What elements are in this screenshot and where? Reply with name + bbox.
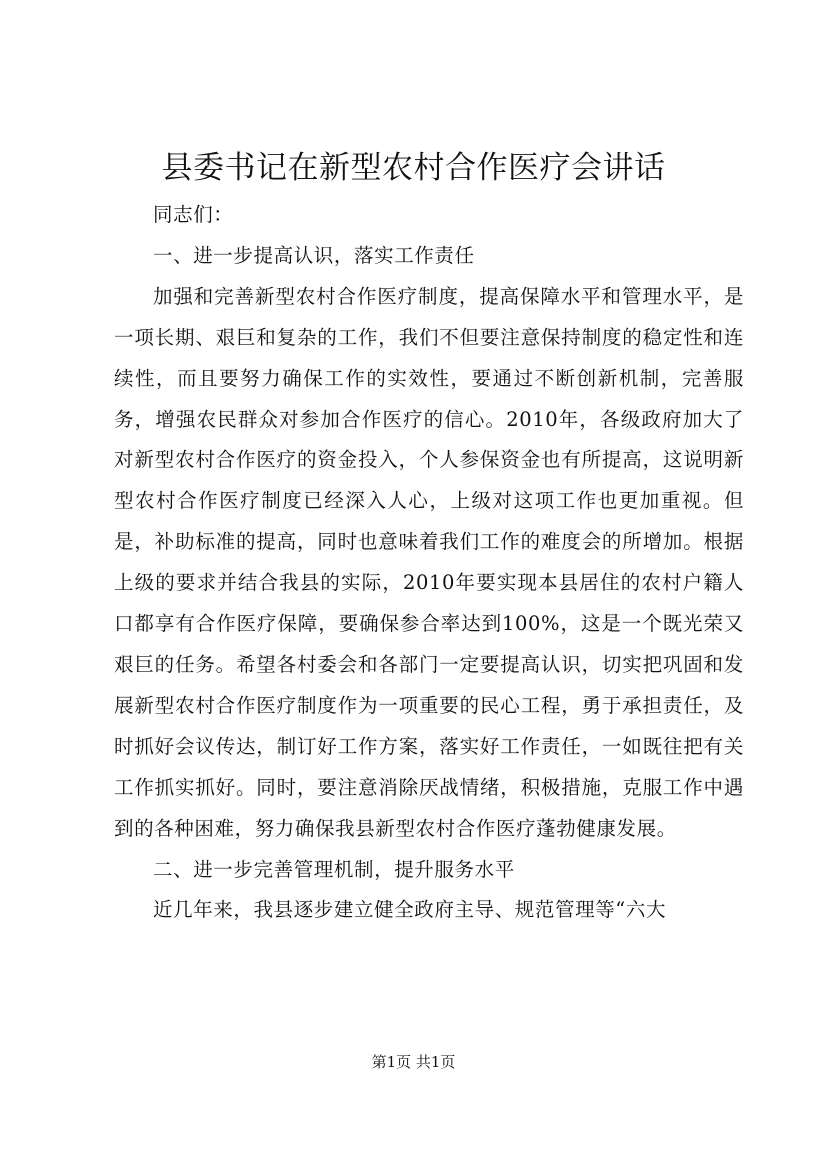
section-heading-2: 二、进一步完善管理机制，提升服务水平 [153,857,515,881]
section-heading-1: 一、进一步提高认识，落实工作责任 [153,243,475,267]
document-title: 县委书记在新型农村合作医疗会讲话 [161,150,666,186]
body-paragraph-2: 近几年来，我县逐步建立健全政府主导、规范管理等“六大 [153,898,667,922]
page-footer: 第1页 共1页 [371,1053,456,1071]
body-paragraph-1: 加强和完善新型农村合作医疗制度，提高保障水平和管理水平，是一项长期、艰巨和复杂的工作，我们不但要注意保持制度的稳定性和连续性，而且要努力确保工作的实效性，要通过不断创新机制，完善服务，增强农民群众对参加合作医疗的信心。2010年，各级政府加大了对新型农村合作医疗的资金投入，个人参保资金也有所提高，这说明新型农村合作医疗制度已经深入人心，上级对这项工作也更加重视。但是，补助标准的提高，同时也意味着我们工作的难度会的所增加。根据上级的要求并结合我县的实际，2010年要实现本县居住的农村户籍人口都享有合作医疗保障，要确保参合率达到100%，这是一个既光荣又艰巨的任务。希望各村委会和各部门一定要提高认识，切实把巩固和发展新型农村合作医疗制度作为一项重要的民心工程，勇于承担责任，及时抓好会议传达，制订好工作方案，落实好工作责任，一如既往把有关工作抓实抓好。同时，要注意消除厌战情绪，积极措施，克服工作中遇到的各种困难，努力确保我县新型农村合作医疗蓬勃健康发展。 [114,284,744,840]
document-body [114,195,744,931]
salutation: 同志们： [153,203,234,226]
